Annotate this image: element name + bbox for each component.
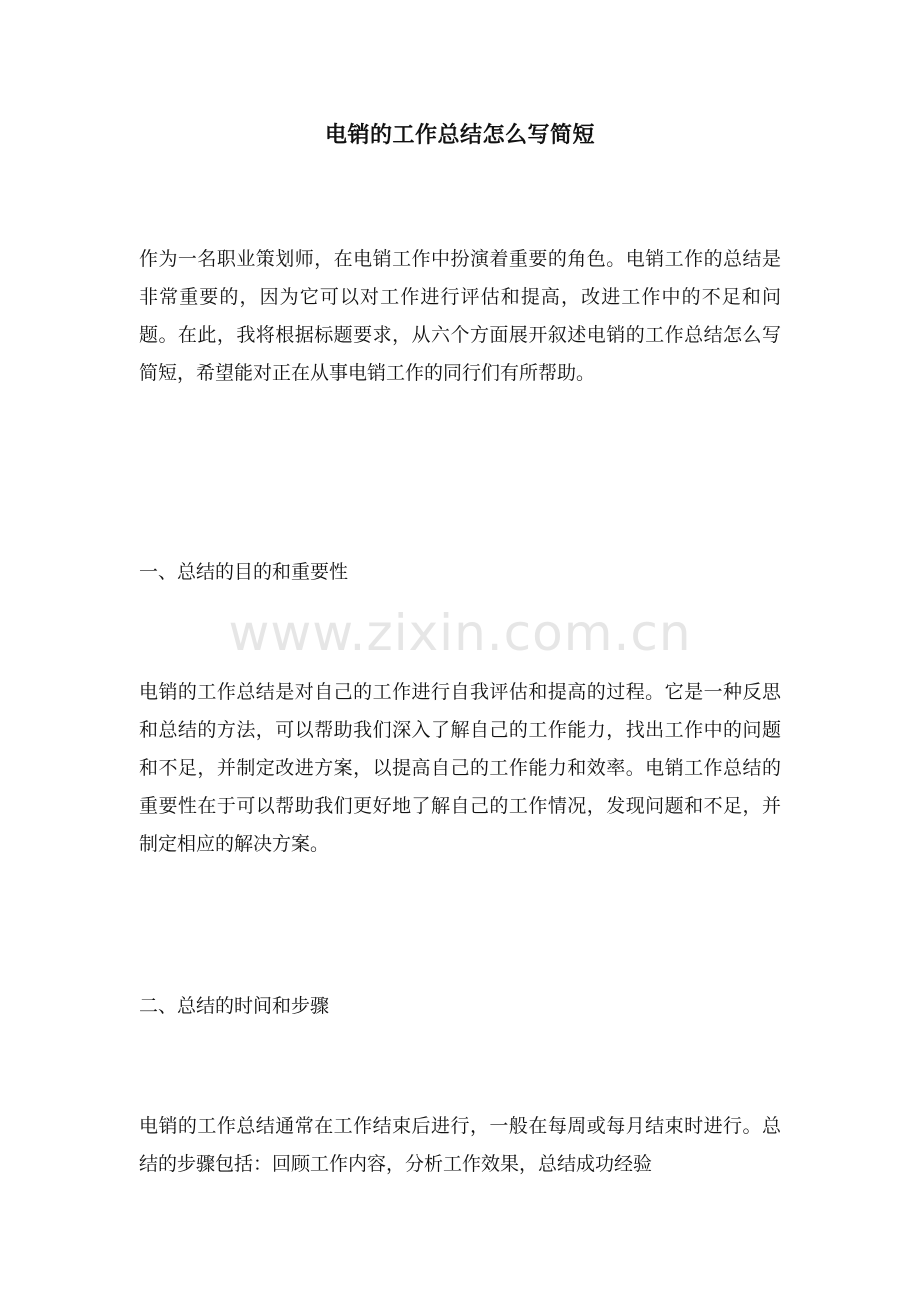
section-1-heading: 一、总结的目的和重要性 xyxy=(139,561,349,583)
section-2-body: 电销的工作总结通常在工作结束后进行，一般在每周或每月结束时进行。总结的步骤包括：回顾工作内容，分析工作效果，总结成功经验 xyxy=(139,1115,781,1175)
watermark: www.zixin.com.cn xyxy=(228,604,692,662)
section-2-heading: 二、总结的时间和步骤 xyxy=(139,995,330,1017)
document-title: 电销的工作总结怎么写简短 xyxy=(324,122,595,148)
section-1-body: 电销的工作总结是对自己的工作进行自我评估和提高的过程。它是一种反思和总结的方法，可以帮助我们深入了解自己的工作能力，找出工作中的问题和不足，并制定改进方案，以提高自己的工作能力和效率。电销工作总结的重要性在于可以帮助我们更好地了解自己的工作情况，发现问题和不足，并制定相应的解决方案。 xyxy=(139,681,781,855)
intro-paragraph: 作为一名职业策划师，在电销工作中扮演着重要的角色。电销工作的总结是非常重要的，因为它可以对工作进行评估和提高，改进工作中的不足和问题。在此，我将根据标题要求，从六个方面展开叙述电销的工作总结怎么写简短，希望能对正在从事电销工作的同行们有所帮助。 xyxy=(139,248,781,384)
